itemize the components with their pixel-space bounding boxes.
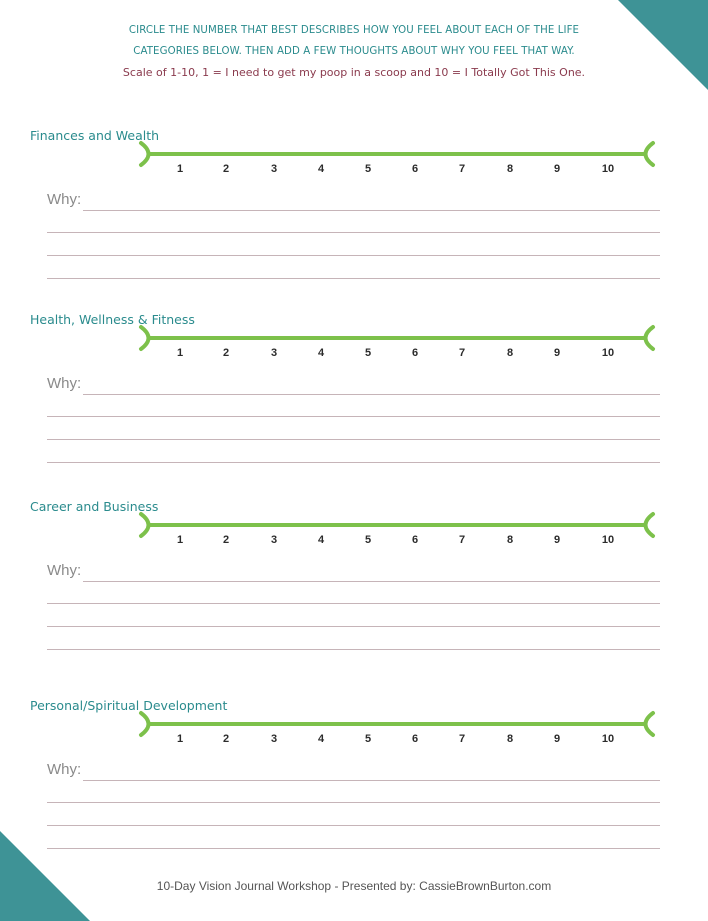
rating-option-1[interactable]: 1 [176,733,184,745]
category-section-health-wellness-fitness [0,312,708,482]
rating-option-3[interactable]: 3 [270,163,278,175]
rating-option-1[interactable]: 1 [176,163,184,175]
category-title: Career and Business [30,499,159,514]
rating-option-8[interactable]: 8 [506,347,514,359]
rating-option-10[interactable]: 10 [601,347,615,359]
why-label: Why: [47,375,82,392]
writing-line-2[interactable] [47,232,660,233]
rating-option-7[interactable]: 7 [458,163,466,175]
why-label: Why: [47,761,82,778]
writing-line-3[interactable] [47,825,660,826]
writing-line-3[interactable] [47,439,660,440]
writing-line-3[interactable] [47,626,660,627]
rating-option-2[interactable]: 2 [222,347,230,359]
rating-option-3[interactable]: 3 [270,733,278,745]
rating-option-6[interactable]: 6 [411,534,419,546]
category-section-career-and-business [0,499,708,669]
writing-line-4[interactable] [47,649,660,650]
category-section-finances-and-wealth [0,128,708,298]
rating-option-10[interactable]: 10 [601,163,615,175]
rating-option-10[interactable]: 10 [601,534,615,546]
writing-line-3[interactable] [47,255,660,256]
rating-option-3[interactable]: 3 [270,534,278,546]
writing-line-1[interactable] [83,581,660,582]
writing-line-4[interactable] [47,848,660,849]
rating-option-4[interactable]: 4 [317,733,325,745]
rating-option-4[interactable]: 4 [317,347,325,359]
rating-option-7[interactable]: 7 [458,733,466,745]
rating-option-8[interactable]: 8 [506,733,514,745]
category-title: Health, Wellness & Fitness [30,312,195,327]
writing-line-4[interactable] [47,462,660,463]
rating-option-5[interactable]: 5 [364,347,372,359]
rating-option-6[interactable]: 6 [411,347,419,359]
rating-option-9[interactable]: 9 [553,347,561,359]
writing-line-4[interactable] [47,278,660,279]
rating-option-9[interactable]: 9 [553,163,561,175]
rating-option-3[interactable]: 3 [270,347,278,359]
instructions-line-2: CATEGORIES BELOW. THEN ADD A FEW THOUGHTS ABOUT WHY YOU FEEL THAT WAY. [133,46,575,57]
rating-option-6[interactable]: 6 [411,733,419,745]
rating-option-2[interactable]: 2 [222,534,230,546]
writing-line-1[interactable] [83,210,660,211]
rating-option-7[interactable]: 7 [458,534,466,546]
rating-option-2[interactable]: 2 [222,733,230,745]
category-title: Personal/Spiritual Development [30,698,228,713]
writing-line-2[interactable] [47,416,660,417]
why-label: Why: [47,562,82,579]
rating-option-1[interactable]: 1 [176,347,184,359]
rating-option-6[interactable]: 6 [411,163,419,175]
rating-option-2[interactable]: 2 [222,163,230,175]
rating-option-9[interactable]: 9 [553,733,561,745]
rating-option-9[interactable]: 9 [553,534,561,546]
writing-line-1[interactable] [83,780,660,781]
rating-option-7[interactable]: 7 [458,347,466,359]
writing-line-2[interactable] [47,802,660,803]
rating-option-8[interactable]: 8 [506,534,514,546]
footer: 10-Day Vision Journal Workshop - Presented by: CassieBrownBurton.com [156,879,552,893]
instructions-line-1: CIRCLE THE NUMBER THAT BEST DESCRIBES HOW YOU FEEL ABOUT EACH OF THE LIFE [128,25,580,36]
rating-option-4[interactable]: 4 [317,163,325,175]
rating-option-5[interactable]: 5 [364,733,372,745]
scale-description: Scale of 1-10, 1 = I need to get my poop in a scoop and 10 = I Totally Got This One. [122,66,586,79]
writing-line-2[interactable] [47,603,660,604]
rating-option-10[interactable]: 10 [601,733,615,745]
category-section-personal-spiritual-development [0,698,708,868]
rating-option-4[interactable]: 4 [317,534,325,546]
why-label: Why: [47,191,82,208]
writing-line-1[interactable] [83,394,660,395]
instructions [40,20,668,83]
rating-option-1[interactable]: 1 [176,534,184,546]
category-title: Finances and Wealth [30,128,160,143]
rating-option-5[interactable]: 5 [364,163,372,175]
rating-option-5[interactable]: 5 [364,534,372,546]
rating-option-8[interactable]: 8 [506,163,514,175]
